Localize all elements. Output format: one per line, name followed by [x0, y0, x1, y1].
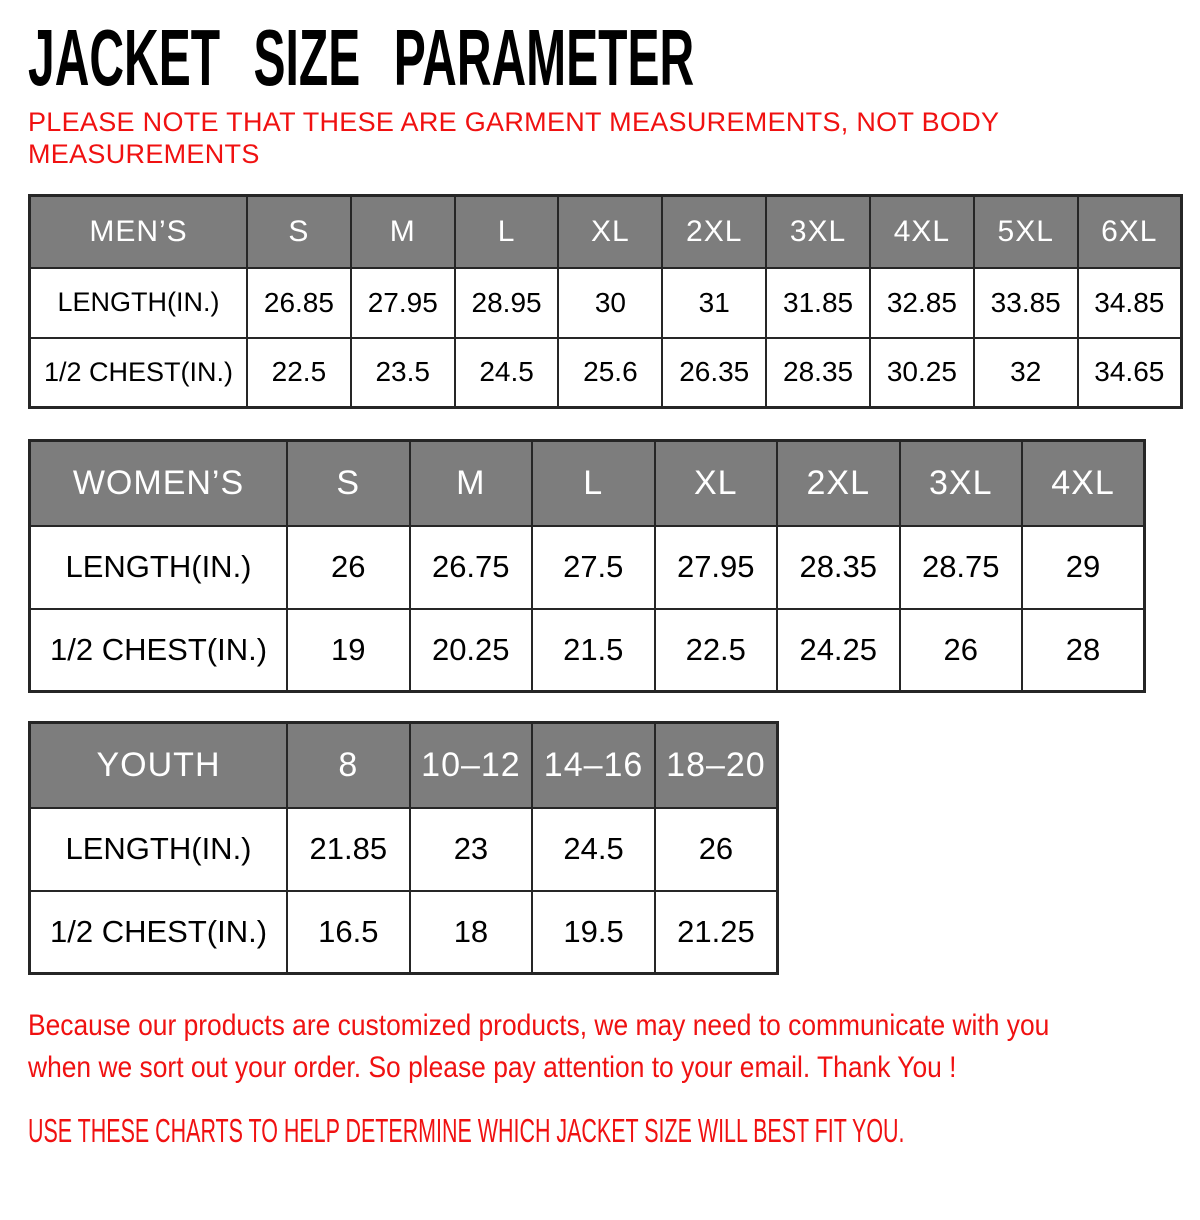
measurement-row: [30, 891, 778, 974]
size-header-cell: XL: [558, 196, 662, 268]
row-label-cell: 1/2 CHEST(IN.): [30, 891, 288, 974]
measurement-value-cell: 26: [655, 808, 778, 891]
row-label-cell: LENGTH(IN.): [30, 808, 288, 891]
text-line: PLEASE NOTE THAT THESE ARE GARMENT MEASUREMENTS, NOT BODY: [28, 107, 1000, 137]
size-header-cell: M: [410, 441, 533, 526]
text-line: MEASUREMENTS: [28, 139, 260, 169]
customization-notice: [28, 1005, 1050, 1089]
size-header-cell: 3XL: [900, 441, 1023, 526]
measurement-value-cell: 34.85: [1078, 268, 1182, 338]
measurement-value-cell: 32: [974, 338, 1078, 408]
fit-advice-text: USE THESE CHARTS TO HELP DETERMINE WHICH JACKET SIZE WILL BEST FIT YOU.: [28, 1112, 905, 1149]
table-title-cell: MEN’S: [30, 196, 248, 268]
measurement-row: [30, 609, 1145, 692]
measurement-value-cell: 28.95: [455, 268, 559, 338]
size-header-cell: S: [287, 441, 410, 526]
measurement-value-cell: 21.85: [287, 808, 410, 891]
table-title-cell: YOUTH: [30, 723, 288, 808]
measurement-value-cell: 26: [287, 526, 410, 609]
measurement-value-cell: 28: [1022, 609, 1145, 692]
size-header-cell: 4XL: [1022, 441, 1145, 526]
size-header-cell: L: [532, 441, 655, 526]
measurement-value-cell: 19: [287, 609, 410, 692]
header-row: [30, 196, 1182, 268]
text-line: when we sort out your order. So please pay attention to your email. Thank You !: [28, 1051, 957, 1084]
table-title-cell: WOMEN’S: [30, 441, 288, 526]
size-header-cell: 18–20: [655, 723, 778, 808]
measurement-value-cell: 23.5: [351, 338, 455, 408]
size-header-cell: S: [247, 196, 351, 268]
row-label-cell: 1/2 CHEST(IN.): [30, 609, 288, 692]
measurement-value-cell: 24.5: [532, 808, 655, 891]
size-header-cell: 14–16: [532, 723, 655, 808]
measurement-value-cell: 22.5: [655, 609, 778, 692]
measurement-value-cell: 28.35: [766, 338, 870, 408]
size-header-cell: 3XL: [766, 196, 870, 268]
measurement-value-cell: 21.25: [655, 891, 778, 974]
text-line: Because our products are customized products, we may need to communicate with you: [28, 1009, 1050, 1042]
size-header-cell: L: [455, 196, 559, 268]
measurement-value-cell: 28.75: [900, 526, 1023, 609]
measurement-row: [30, 526, 1145, 609]
garment-measurement-note: [28, 106, 1172, 170]
header-row: [30, 723, 778, 808]
measurement-value-cell: 26: [900, 609, 1023, 692]
size-header-cell: XL: [655, 441, 778, 526]
row-label-cell: LENGTH(IN.): [30, 268, 248, 338]
measurement-value-cell: 26.35: [662, 338, 766, 408]
measurement-value-cell: 24.5: [455, 338, 559, 408]
size-header-cell: 8: [287, 723, 410, 808]
measurement-value-cell: 30.25: [870, 338, 974, 408]
measurement-row: [30, 338, 1182, 408]
row-label-cell: 1/2 CHEST(IN.): [30, 338, 248, 408]
measurement-row: [30, 808, 778, 891]
measurement-value-cell: 28.35: [777, 526, 900, 609]
measurement-value-cell: 27.5: [532, 526, 655, 609]
measurement-value-cell: 23: [410, 808, 533, 891]
size-header-cell: 5XL: [974, 196, 1078, 268]
measurement-value-cell: 26.75: [410, 526, 533, 609]
measurement-value-cell: 26.85: [247, 268, 351, 338]
size-header-cell: 2XL: [662, 196, 766, 268]
measurement-value-cell: 33.85: [974, 268, 1078, 338]
measurement-value-cell: 20.25: [410, 609, 533, 692]
measurement-value-cell: 31: [662, 268, 766, 338]
row-label-cell: LENGTH(IN.): [30, 526, 288, 609]
measurement-value-cell: 24.25: [777, 609, 900, 692]
measurement-value-cell: 30: [558, 268, 662, 338]
measurement-value-cell: 25.6: [558, 338, 662, 408]
measurement-value-cell: 22.5: [247, 338, 351, 408]
measurement-value-cell: 27.95: [655, 526, 778, 609]
size-header-cell: M: [351, 196, 455, 268]
mens-size-table: [28, 194, 1183, 409]
size-header-cell: 6XL: [1078, 196, 1182, 268]
size-header-cell: 4XL: [870, 196, 974, 268]
measurement-value-cell: 32.85: [870, 268, 974, 338]
measurement-value-cell: 21.5: [532, 609, 655, 692]
measurement-value-cell: 19.5: [532, 891, 655, 974]
measurement-value-cell: 18: [410, 891, 533, 974]
size-header-cell: 10–12: [410, 723, 533, 808]
measurement-value-cell: 31.85: [766, 268, 870, 338]
size-header-cell: 2XL: [777, 441, 900, 526]
measurement-row: [30, 268, 1182, 338]
measurement-value-cell: 29: [1022, 526, 1145, 609]
youth-size-table: [28, 721, 779, 975]
jacket-size-chart-page: [0, 13, 1200, 1151]
measurement-value-cell: 16.5: [287, 891, 410, 974]
womens-size-table: [28, 439, 1146, 693]
measurement-value-cell: 27.95: [351, 268, 455, 338]
page-title: JACKET SIZE PARAMETER: [28, 13, 695, 102]
header-row: [30, 441, 1145, 526]
measurement-value-cell: 34.65: [1078, 338, 1182, 408]
